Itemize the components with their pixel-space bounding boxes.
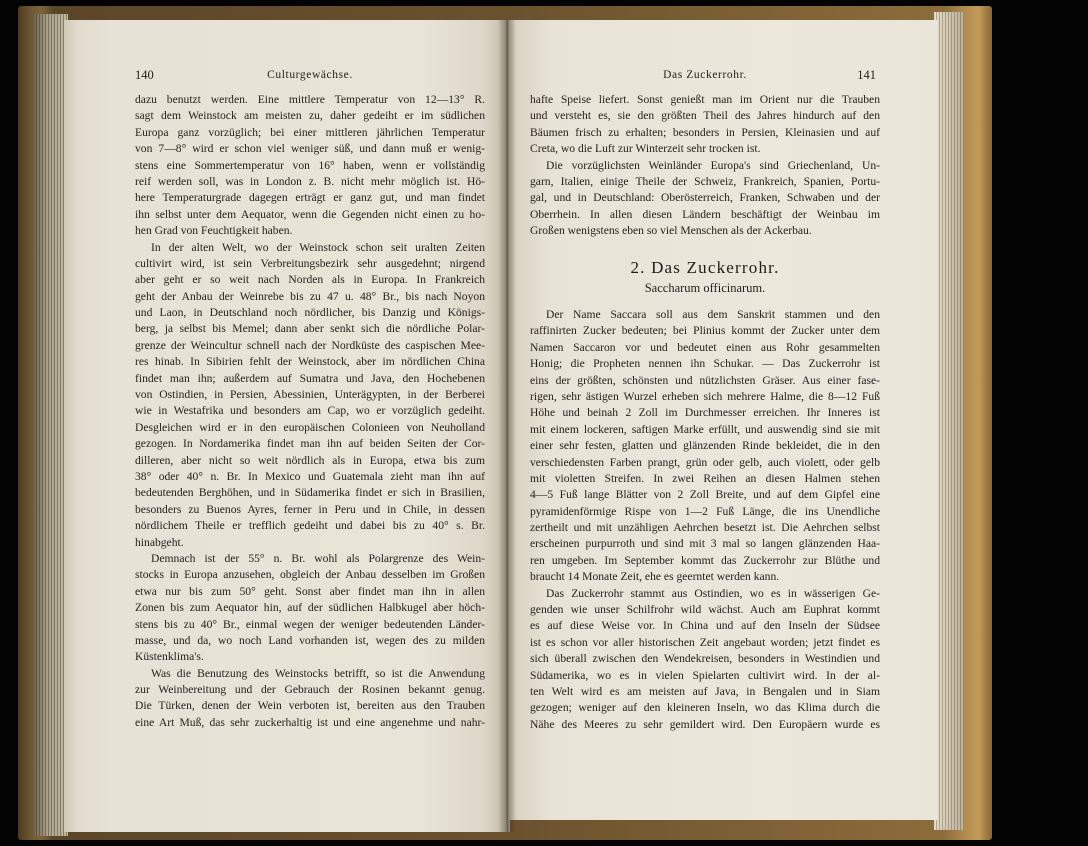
right-page-body-text-top — [530, 92, 880, 240]
right-page-body-text-bottom — [530, 307, 880, 733]
text-line: es auf diese Weise vor. In China und auf den Inseln der Südsee — [530, 619, 880, 633]
text-line: dazu benutzt werden. Eine mittlere Temperatur von 12—13° R. — [135, 93, 485, 106]
text-line: stens bis zu 40° Br., einmal wegen der weniger bedeutenden Länder- — [135, 617, 485, 631]
left-page-header — [135, 67, 485, 83]
text-line: braucht 14 Monate Zeit, ehe es geerntet werden kann. — [530, 570, 780, 584]
page-number: 140 — [135, 68, 154, 82]
text-line: etwa nur bis zum 50° geht. Sonst aber findet man ihn in allen — [135, 584, 485, 598]
text-line: Die vorzüglichsten Weinländer Europa's sind Griechenland, Un- — [546, 158, 880, 172]
text-line: Desgleichen wird er in den europäischen Colonieen von Neuholland — [135, 420, 485, 434]
text-line: Küstenklima's. — [135, 650, 204, 664]
paragraph — [530, 92, 880, 158]
paragraph — [530, 586, 880, 734]
paragraph — [530, 307, 880, 586]
right-page-header — [530, 67, 880, 83]
text-line: gal, und in Deutschland: Oberösterreich, Franken, Schwaben und der — [530, 191, 880, 205]
paragraph — [135, 92, 485, 240]
text-line: Bäumen frisch zu erhalten; besonders in Persien, Kleinasien und auf — [530, 125, 880, 139]
text-line: Das Zuckerrohr stammt aus Ostindien, wo es in wässerigen Ge- — [546, 586, 880, 600]
text-line: zertheilt und mit unzähligen Aehrchen besetzt ist. Die Aehrchen selbst — [530, 521, 880, 535]
text-line: einer sehr festen, glatten und glänzenden Rinde bekleidet, die in den — [530, 439, 880, 453]
text-line: aber geht er so weit nach Norden als in Europa. In Frankreich — [135, 273, 485, 287]
running-head: Culturgewächse. — [267, 69, 353, 81]
text-line: genden wie unser Schilfrohr wild wächst. Auch am Euphrat kommt — [530, 603, 880, 617]
text-line: von Ostindien, in Persien, Abessinien, Unterägypten, in der Berberei — [135, 388, 485, 402]
text-line: pyramidenförmige Rispe von 1—2 Fuß Länge, die ins Unendliche — [530, 504, 880, 518]
section-heading: 2. Das Zuckerrohr. — [630, 258, 780, 277]
text-line: gezogen. In Nordamerika findet man ihn auf beiden Seiten der Cor- — [135, 437, 485, 451]
text-line: ist es schon vor aller historischen Zeit angebaut worden; jetzt findet es — [530, 635, 880, 649]
text-line: sich überall zwischen den Wendekreisen, besonders in Westindien und — [530, 652, 880, 666]
text-line: geht der Anbau der Weinrebe bis zu 47 u. 48° Br., bis nach Noyon — [135, 289, 485, 303]
text-line: Höhe und beinah 2 Zoll im Durchmesser erreichen. Ihr Inneres ist — [530, 406, 880, 420]
text-line: Demnach ist der 55° n. Br. wohl als Polargrenze des Wein- — [151, 551, 485, 565]
text-line: stocks in Europa anzusehen, obgleich der Anbau desselben im Großen — [135, 568, 485, 582]
text-line: Die Türken, denen der Wein verboten ist, bereiten aus den Trauben — [135, 699, 485, 713]
text-line: und versteht es, sie den größten Theil des Jahres hindurch auf den — [530, 109, 880, 123]
text-line: wie in Westafrika und besonders am Cap, wo er vorzüglich gedeiht. — [135, 404, 485, 418]
text-line: Der Name Saccara soll aus dem Sanskrit stammen und den — [546, 308, 880, 321]
text-line: Zonen bis zum Aequator hin, auf der südlichen Halbkugel aber höch- — [135, 601, 485, 615]
text-line: besonders zu Buenos Ayres, ferner in Peru und in Chile, in dessen — [135, 502, 485, 516]
text-line: hinabgeht. — [135, 535, 184, 549]
text-line: rigen, sehr ästigen Wurzel erheben sich mehrere Halme, die 8—12 Fuß — [530, 389, 880, 403]
text-line: ten Welt wird es am meisten auf Java, in Bengalen und in Siam — [530, 684, 880, 698]
text-line: reif werden soll, was in London z. B. nicht mehr möglich ist. Hö- — [135, 174, 485, 188]
text-line: mit violetten Streifen. In zwei Reihen an diesen Halmen stehen — [530, 471, 880, 485]
text-line: grenze der Weincultur schnell nach der Nordküste des caspischen Mee- — [135, 338, 485, 352]
page-edges-left — [34, 14, 68, 836]
running-head: Das Zuckerrohr. — [663, 69, 747, 81]
text-line: ihn selbst unter dem Aequator, wenn die Gegenden nicht einen zu ho- — [135, 207, 485, 221]
text-line: dilleren, aber nicht so weit nördlich als in Europa, etwa bis zum — [135, 453, 485, 467]
paragraph — [135, 551, 485, 666]
paragraph — [135, 240, 485, 551]
text-line: hafte Speise liefert. Sonst genießt man im Orient nur die Trauben — [530, 93, 880, 106]
text-line: gezogen; weniger auf den kleineren Inseln, wo das Klima durch die — [530, 701, 880, 715]
text-line: eine Art Muß, das sehr zuckerhaltig ist und eine angenehme und nahr- — [135, 715, 485, 729]
text-line: Oberrhein. In allen diesen Ländern beschäftigt der Weinbau im — [530, 207, 880, 221]
text-line: und Laon, in Deutschland noch nördlicher, bis Danzig und Königs- — [135, 306, 485, 320]
text-line: stens eine Sommertemperatur von 16° haben, wenn er vollständig — [135, 158, 485, 172]
text-line: Europa ganz vorzüglich; bei einer mittleren jährlichen Temperatur — [135, 125, 485, 139]
text-line: res hinab. In Sibirien fehlt der Weinstock, aber im nördlichen China — [135, 355, 485, 369]
text-line: here Temperaturgrade dagegen erträgt er ganz gut, und man findet — [135, 191, 485, 205]
text-line: Nähe des Meeres zu sehr gemildert wird. Den Europäern wurde es — [530, 717, 880, 731]
text-line: raffinirten Zucker bedeuten; bei Plinius kommt der Zucker unter dem — [530, 324, 880, 338]
text-line: bedeutenden Berghöhen, und in Südamerika findet er sich in Brasilien, — [135, 486, 485, 500]
text-line: Creta, wo die Luft zur Winterzeit sehr trocken ist. — [530, 142, 761, 156]
text-line: mit einem lockeren, saftigen Marke erfüllt, und auswendig sind sie mit — [530, 422, 880, 436]
text-line: zur Weinbereitung und der Gebrauch der Rosinen bekannt genug. — [135, 683, 485, 697]
text-line: nördlichem Theile er trefflich gedeiht und dabei bis zu 40° s. Br. — [135, 519, 485, 533]
text-line: ren umgeben. Im September kommt das Zuckerrohr zur Blüthe und — [530, 553, 880, 567]
text-line: cultivirt wird, ist sein Verbreitungsbezirk sehr ausgedehnt; nirgend — [135, 256, 485, 270]
paragraph — [530, 158, 880, 240]
page-number: 141 — [857, 68, 876, 82]
text-line: Großen wenigstens eben so viel Menschen als der Ackerbau. — [530, 224, 812, 238]
text-line: berg, ja selbst bis Memel; dann aber senkt sich die nördliche Polar- — [135, 322, 485, 336]
text-line: Honig; die Propheten nennen ihn Schukar. — Das Zuckerrohr ist — [530, 357, 880, 371]
text-line: eins der größten, schönsten und nützlichsten Gräser. Aus einer fase- — [530, 373, 880, 387]
left-page-body-text — [135, 92, 485, 731]
page-edges-right — [934, 12, 964, 830]
text-line: findet man ihn; außerdem auf Sumatra und Java, den Hochebenen — [135, 371, 485, 385]
text-line: von 7—8° wird er schon viel weniger süß, und dann muß er wenig- — [135, 142, 485, 156]
paragraph — [135, 666, 485, 732]
text-line: 4—5 Fuß lange Blätter von 2 Zoll Breite, und auf dem Gipfel eine — [530, 488, 880, 502]
text-line: Was die Benutzung des Weinstocks betrifft, so ist die Anwendung — [151, 666, 485, 680]
text-line: 38° oder 40° n. Br. In Mexico und Guatemala zieht man ihn auf — [135, 469, 485, 483]
gutter-shadow — [498, 20, 516, 832]
text-line: verschiedensten Farben prangt, grün oder gelb, auch violett, oder gelb — [530, 455, 880, 469]
text-line: hen Grad von Feuchtigkeit haben. — [135, 224, 293, 238]
text-line: sagt dem Weinstock am meisten zu, daher gedeiht er im südlichen — [135, 109, 485, 123]
text-line: garn, Italien, einige Theile der Schweiz, Frankreich, Spanien, Portu- — [530, 174, 880, 188]
text-line: Namen Saccaron vor und bedeutet einen aus Rohr gesammelten — [530, 340, 880, 354]
text-line: Südamerika, wo es in vielen Spielarten cultivirt wird. In der al- — [530, 668, 880, 682]
section-subheading: Saccharum officinarum. — [644, 281, 766, 295]
text-line: erscheinen purpurroth und sind mit 3 mal so langen glänzenden Haa- — [530, 537, 880, 551]
text-line: masse, und da, wo noch Land vorhanden ist, wegen des zu milden — [135, 633, 485, 647]
text-line: In der alten Welt, wo der Weinstock schon seit uralten Zeiten — [151, 240, 485, 254]
